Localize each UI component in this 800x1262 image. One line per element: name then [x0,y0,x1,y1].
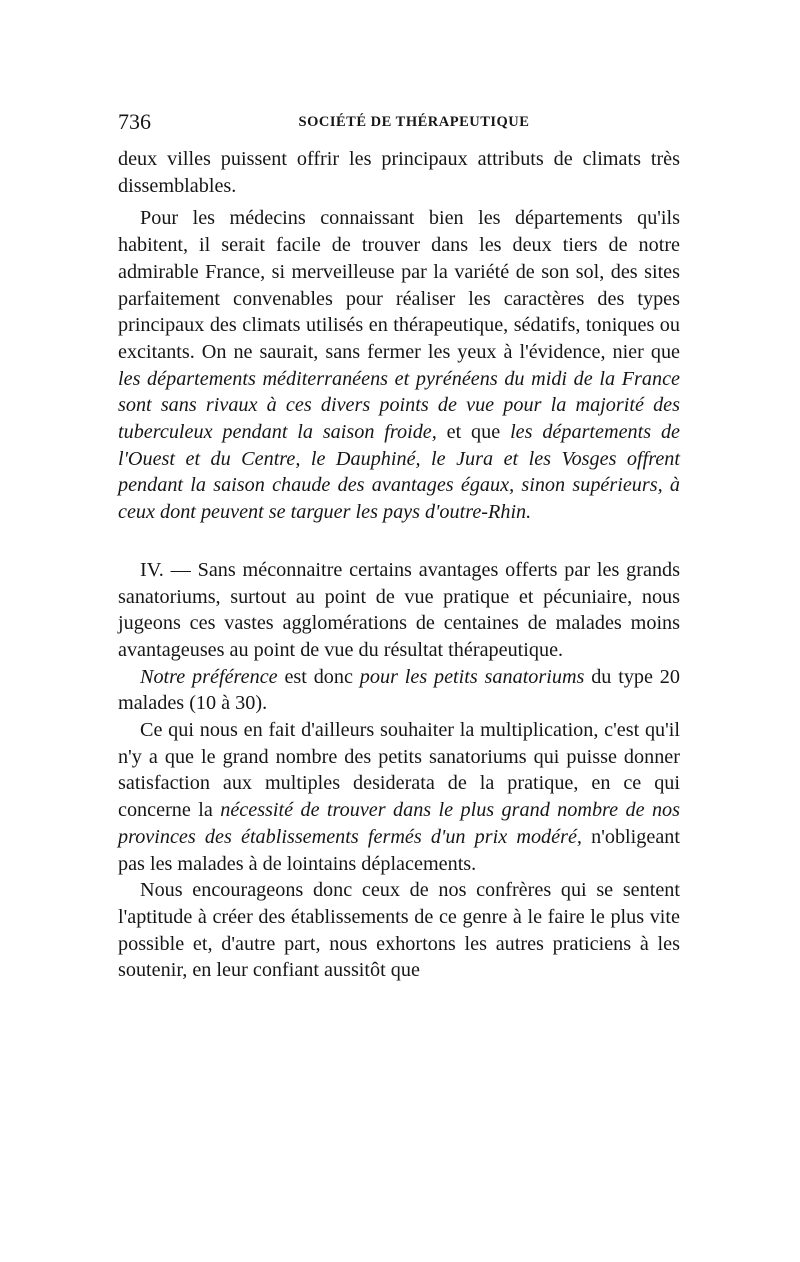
page-header [118,108,680,136]
body-text [118,146,680,984]
paragraph-2-text: Pour les médecins connaissant bien les départements qu'ils habitent, il serait facile de trouver dans les deux tiers de notre admirable France, si merveilleuse par la variété de son sol, des sites parfaitement convenables pour réaliser les caractères des types principaux des climats utilisés en thérapeutique, sédatifs, toniques ou excitants. On ne saurait, sans fermer les yeux à l'évidence, nier que [118,207,680,363]
paragraph-4 [118,664,680,717]
book-page [118,108,680,984]
paragraph-2-text-2: et que [436,421,511,444]
paragraph-4-text: est donc [277,665,360,688]
page-number: 736 [118,109,151,134]
paragraph-2 [118,205,680,525]
paragraph-5-text-2: n'obligeant pas les malades à de lointains déplacements. [118,825,680,875]
paragraph-2-emphasis-1: les départements méditerranéens et pyrénéens du midi de la France sont sans rivaux à ces divers points de vue pour la majorité des tuberculeux pendant la saison froide, [118,367,680,444]
paragraph-4-emphasis-1: Notre préférence [140,665,278,688]
paragraph-4-text-2: du type 20 malades (10 à 30). [118,665,680,715]
paragraph-5-text: Ce qui nous en fait d'ailleurs souhaiter la multiplication, c'est qu'il n'y a que le grand nombre des petits sanatoriums qui puisse donner satisfaction aux multiples desiderata de la pratique, en ce qui concerne la [118,719,680,822]
paragraph-5 [118,717,680,877]
paragraph-1: deux villes puissent offrir les principaux attributs de climats très dissemblables. [118,148,680,197]
paragraph-5-emphasis: nécessité de trouver dans le plus grand nombre de nos provinces des établissements fermés d'un prix modéré, [118,799,680,848]
paragraph-6: Nous encourageons donc ceux de nos confrères qui se sentent l'aptitude à créer des établissements de ce genre à le faire le plus vite possible et, d'autre part, nous exhortons les autres praticiens à les soutenir, en leur confiant aussitôt que [118,879,680,982]
running-title: SOCIÉTÉ DE THÉRAPEUTIQUE [298,114,530,130]
paragraph-4-emphasis-2: pour les petits sanatoriums [359,665,585,688]
paragraph-3-section-iv: IV. — Sans méconnaitre certains avantages offerts par les grands sanatoriums, surtout au point de vue pratique et pécuniaire, nous jugeons ces vastes agglomérations de centaines de malades moins avantageuses au point de vue du résultat thérapeutique. [118,558,680,661]
paragraph-2-emphasis-2: les départements de l'Ouest et du Centre, le Dauphiné, le Jura et les Vosges offrent pendant la saison chaude des avantages égaux, sinon supérieurs, à ceux dont peuvent se targuer les pays d'outre-Rhin. [118,421,681,524]
